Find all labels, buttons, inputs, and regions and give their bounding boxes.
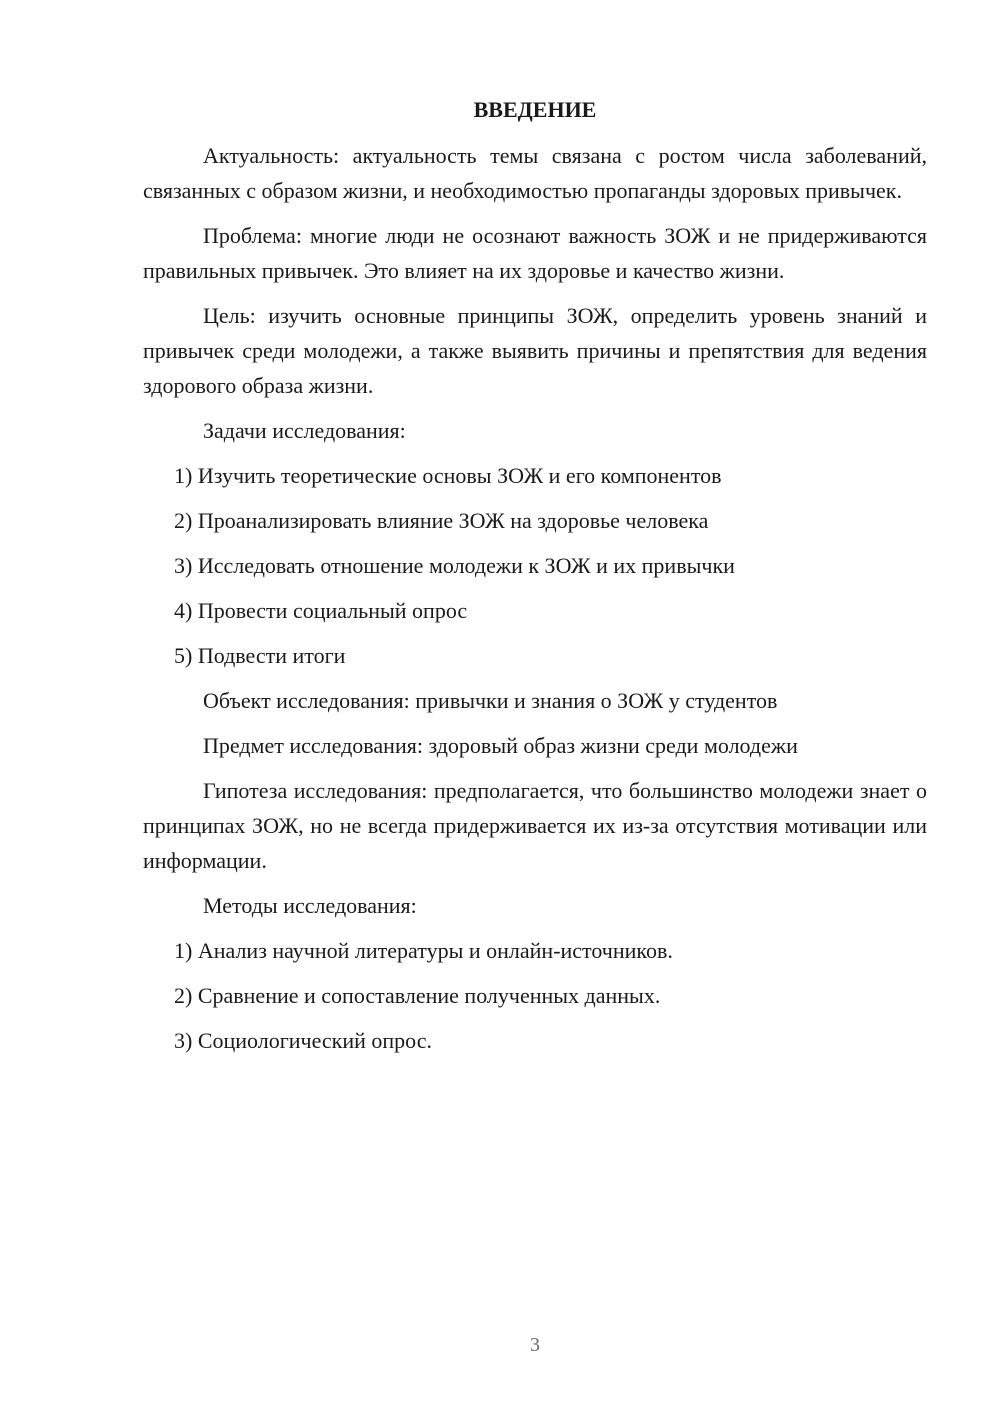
hypothesis-paragraph: Гипотеза исследования: предполагается, что большинство молодежи знает о принципах ЗОЖ, но не всегда придерживается их из-за отсутствия мотивации или информации.: [143, 778, 927, 873]
methods-heading: Методы исследования:: [203, 893, 417, 918]
methods-list: [143, 933, 927, 1058]
list-item: 4) Провести социальный опрос: [174, 598, 468, 623]
list-item: 2) Сравнение и сопоставление полученных данных.: [174, 983, 661, 1008]
list-item: 3) Исследовать отношение молодежи к ЗОЖ и их привычки: [174, 553, 735, 578]
list-item: 2) Проанализировать влияние ЗОЖ на здоровье человека: [174, 508, 709, 533]
list-item: 5) Подвести итоги: [174, 643, 346, 668]
object-paragraph: Объект исследования: привычки и знания о ЗОЖ у студентов: [203, 688, 778, 713]
subject-paragraph: Предмет исследования: здоровый образ жизни среди молодежи: [203, 733, 798, 758]
page-number: 3: [530, 1334, 540, 1356]
list-item: 3) Социологический опрос.: [174, 1028, 432, 1053]
list-item: 1) Изучить теоретические основы ЗОЖ и его компонентов: [174, 463, 722, 488]
problem-paragraph: Проблема: многие люди не осознают важность ЗОЖ и не придерживаются правильных привычек. Это влияет на их здоровье и качество жизни.: [143, 223, 927, 283]
relevance-paragraph: Актуальность: актуальность темы связана с ростом числа заболеваний, связанных с образом жизни, и необходимостью пропаганды здоровых привычек.: [143, 143, 927, 203]
section-title: ВВЕДЕНИЕ: [473, 97, 597, 122]
page-content: [143, 96, 927, 1068]
goal-paragraph: Цель: изучить основные принципы ЗОЖ, определить уровень знаний и привычек среди молодежи, а также выявить причины и препятствия для ведения здорового образа жизни.: [143, 303, 927, 398]
list-item: 1) Анализ научной литературы и онлайн-источников.: [174, 938, 673, 963]
tasks-list: [143, 458, 927, 673]
tasks-heading: Задачи исследования:: [203, 418, 406, 443]
